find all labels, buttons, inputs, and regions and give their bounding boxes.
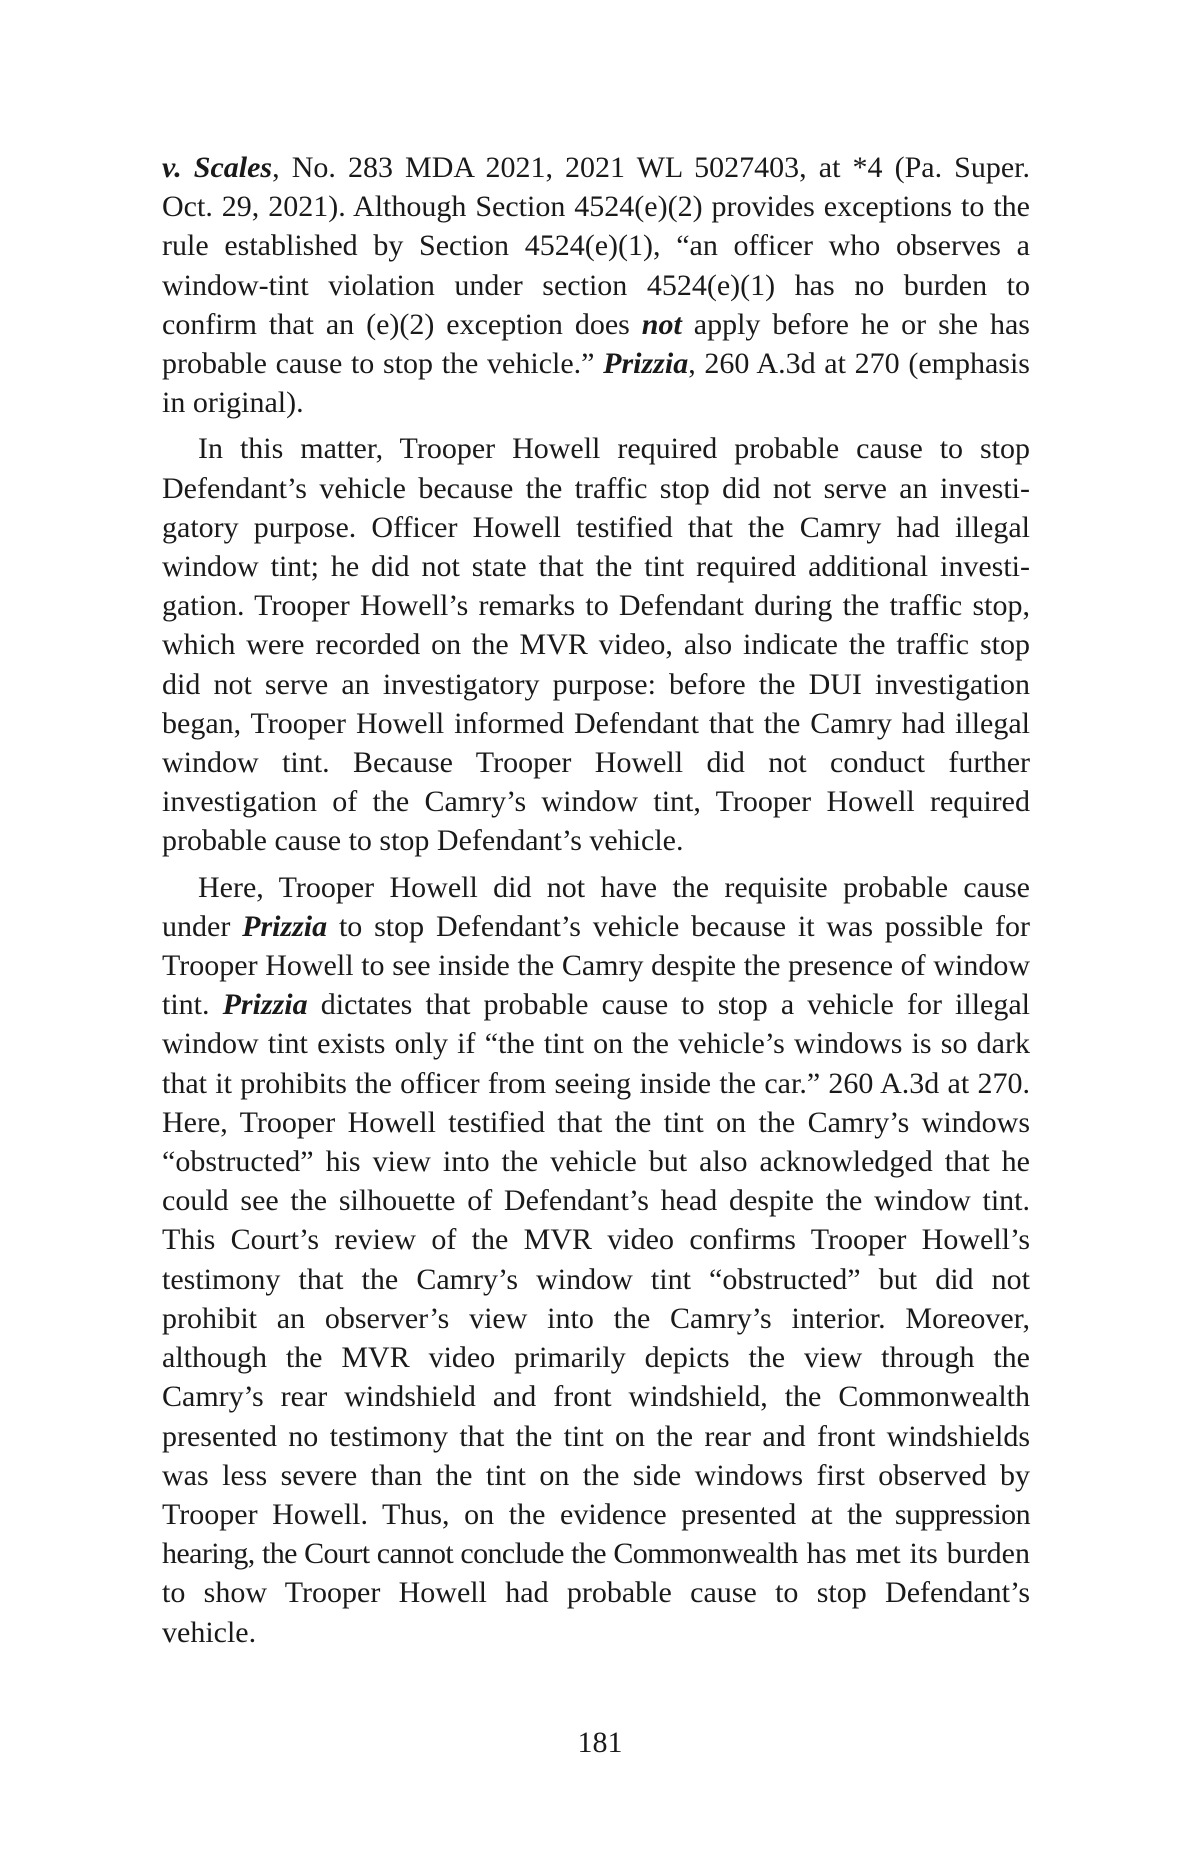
case-name-prizzia: Prizzia xyxy=(242,909,328,943)
emphasis-not: not xyxy=(641,307,682,341)
case-name-scales: v. Scales xyxy=(162,151,273,184)
case-name-prizzia: Prizzia xyxy=(222,988,308,1022)
document-page xyxy=(162,148,1030,1652)
text-segment: In this matter, Trooper Howell required probable cause to stop Defendant’s vehicle because the traffic stop did not serve an investigatory purpose. Officer Howell testified that the Camry had illegal window tint; he did not state that the tint required additional investigation. Trooper Howell’s remarks to Defendant during the traffic stop, which were recorded on the MVR video, also indicate the traffic stop did not serve an investigatory purpose: before the DUI investigation began, Trooper Howell informed Defendant that the Camry had illegal window tint. Because Trooper Howell did not conduct further investigation of the Camry’s window tint, Trooper Howell required probable cause to stop Defendant’s vehicle. xyxy=(162,432,1030,858)
text-segment: , 260 A.3d at 270 (emphasis in original). xyxy=(162,347,1030,420)
text-segment: Here, Trooper Howell did not have the requisite probable cause under xyxy=(162,870,1030,943)
paragraph-1 xyxy=(162,148,1030,422)
page-number: 181 xyxy=(577,1726,623,1759)
paragraph-2 xyxy=(162,429,1030,860)
text-segment: apply before he or she has probable cause to stop the vehicle.” xyxy=(162,307,1030,381)
case-name-prizzia: Prizzia xyxy=(603,347,689,381)
text-segment-tight: the suppression hearing, the Court cannot conclude the Commonwealth xyxy=(162,1497,1030,1571)
text-segment: has met its burden to show Trooper Howell had probable cause to stop Defendant’s vehicle. xyxy=(162,1537,1030,1649)
text-segment: , No. 283 MDA 2021, 2021 WL 5027403, at *4 (Pa. Super. Oct. 29, 2021). Although Section 4524(e)(2) provides exceptions to the rule established by Section 4524(e)(1), “an officer who observes a window-tint violation under section 4524(e)(1) has no burden to confirm that an (e)(2) exception does xyxy=(162,151,1030,341)
text-segment: dictates that probable cause to stop a vehicle for illegal window tint exists only if “the tint on the vehicle’s windows is so dark that it prohibits the officer from seeing inside the car.” 260 A.3d at 270. Here, Trooper Howell testified that the tint on the Camry’s windows “obstructed” his view into the vehicle but also acknowledged that he could see the silhouette of Defendant’s head despite the window tint. This Court’s review of the MVR video confirms Trooper Howell’s testimony that the Camry’s window tint “obstructed” but did not prohibit an observer’s view into the Camry’s interior. Moreover, although the MVR video primarily depicts the view through the Camry’s rear windshield and front windshield, the Commonwealth presented no testimony that the tint on the rear and front windshields was less severe than the tint on the side windows first observed by Trooper Howell. Thus, on the evidence presented at xyxy=(162,988,1030,1531)
text-segment: to stop Defendant’s vehicle because it was possible for Trooper Howell to see inside the Camry despite the presence of window tint. xyxy=(162,909,1030,1022)
paragraph-3 xyxy=(162,868,1030,1652)
